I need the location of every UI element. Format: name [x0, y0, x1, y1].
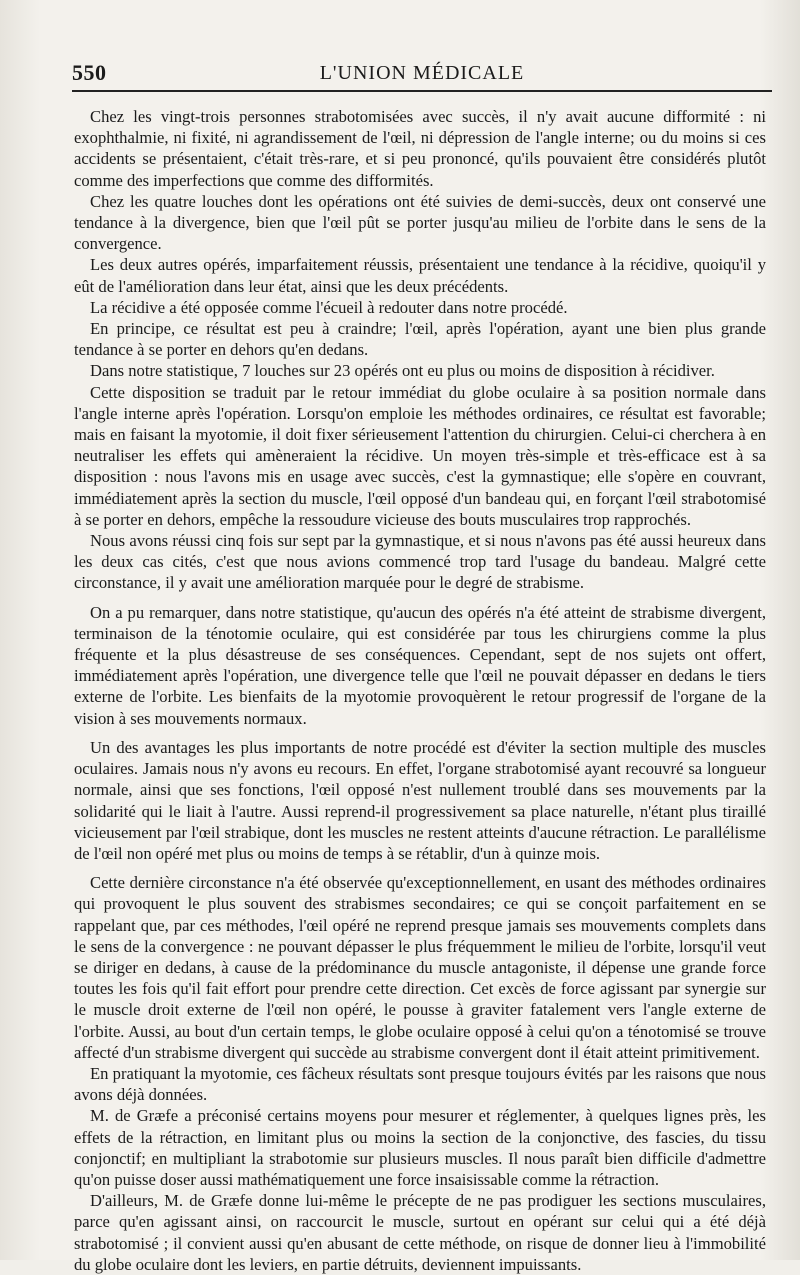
- paragraph: Un des avantages les plus importants de notre procédé est d'éviter la section multiple des muscles oculaires. Jamais nous n'y avons eu recours. En effet, l'organe strabotomisé ayant recouvré sa longueur normale, ainsi que ses fonctions, l'œil opposé n'est nullement troublé dans ses mouvements par la solidarité qui le liait à l'autre. Aussi reprend-il progressivement sa place naturelle, n'étant plus tiraillé vicieusement par l'œil strabique, dont les muscles ne restent atteints d'aucune rétraction. Le parallélisme de l'œil non opéré met plus ou moins de temps à se rétablir, d'un à quinze mois.: [74, 737, 766, 863]
- paragraph: En pratiquant la myotomie, ces fâcheux résultats sont presque toujours évités par les raisons que nous avons déjà données.: [74, 1063, 766, 1105]
- paragraph: Chez les vingt-trois personnes strabotomisées avec succès, il n'y avait aucune difformité : ni exophthalmie, ni fixité, ni agrandissement de l'œil, ni dépression de l'angle interne; ou du moins si ces accidents se présentaient, c'était très-rare, et si peu prononcé, qu'ils pouvaient être considérés plutôt comme des imperfections que comme des difformités.: [74, 107, 766, 190]
- paragraph: La récidive a été opposée comme l'écueil à redouter dans notre procédé.: [90, 297, 568, 317]
- paragraph: M. de Græfe a préconisé certains moyens pour mesurer et réglementer, à quelques lignes près, les effets de la rétraction, en limitant plus ou moins la section de la conjonctive, des fascies, du tissu conjonctif; en multipliant la strabotomie sur plusieurs muscles. Il nous paraît bien difficile d'admettre qu'on puisse doser aussi mathématiquement une force insaisissable comme la rétraction.: [74, 1106, 766, 1189]
- paragraph: Cette disposition se traduit par le retour immédiat du globe oculaire à sa position normale dans l'angle interne après l'opération. Lorsqu'on emploie les méthodes ordinaires, ce résultat est favorable; mais en faisant la myotomie, il doit fixer sérieusement l'attention du chirurgien. Celui-ci cherchera à en neutraliser les effets qui amèneraient la récidive. Un moyen très-simple et très-efficace est à sa disposition : nous l'avons mis en usage avec succès, c'est la gymnastique; elle s'opère en couvrant, immédiatement après la section du muscle, l'œil opposé d'un bandeau qui, en forçant l'œil strabotomisé à se porter en dehors, empêche la ressoudure vicieuse des bouts musculaires trop rapprochés.: [74, 382, 766, 529]
- article-body: [74, 106, 766, 1275]
- paragraph: Les deux autres opérés, imparfaitement réussis, présentaient une tendance à la récidive, quoiqu'il y eût de l'amélioration dans leur état, ainsi que les deux précédents.: [74, 255, 766, 296]
- paragraph: Dans notre statistique, 7 louches sur 23 opérés ont eu plus ou moins de disposition à récidiver.: [90, 361, 715, 381]
- paragraph: Cette dernière circonstance n'a été observée qu'exceptionnellement, en usant des méthodes ordinaires qui provoquent le plus souvent des strabismes secondaires; ce qui se conçoit parfaitement en se rappelant que, par ces méthodes, l'œil opéré ne reprend presque jamais ses mouvements complets dans le sens de la convergence : ne pouvant dépasser le plus fréquemment le milieu de l'orbite, lorsqu'il veut se diriger en dedans, à cause de la prédominance du muscle antagoniste, il dépense une grande force toutes les fois qu'il fait effort pour prendre cette direction. Cet excès de force agissant par synergie sur le muscle droit externe de l'œil non opéré, le pousse à graviter fatalement vers l'angle externe de l'orbite. Aussi, au bout d'un certain temps, le globe oculaire opposé à celui qu'on a ténotomisé se trouve affecté d'un strabisme divergent qui succède au strabisme convergent dont il était atteint primitivement.: [74, 873, 766, 1062]
- paragraph: En principe, ce résultat est peu à craindre; l'œil, après l'opération, ayant une bien plus grande tendance à se porter en dehors qu'en dedans.: [74, 319, 766, 360]
- running-header: [72, 60, 772, 92]
- page-number: 550: [72, 60, 107, 85]
- paragraph: D'ailleurs, M. de Græfe donne lui-même le précepte de ne pas prodiguer les sections musculaires, parce qu'en agissant ainsi, on raccourcit le muscle, surtout en opérant sur celui qui a été déjà strabotomisé ; il convient aussi qu'en abusant de cette méthode, on risque de donner lieu à l'immobilité du globe oculaire dont les leviers, en partie détruits, deviennent impuissants.: [74, 1191, 766, 1274]
- journal-title: L'UNION MÉDICALE: [319, 62, 525, 84]
- paragraph: Chez les quatre louches dont les opérations ont été suivies de demi-succès, deux ont conservé une tendance à la divergence, bien que l'œil pût se porter jusqu'au milieu de l'orbite dans le sens de la convergence.: [74, 191, 766, 254]
- paragraph: On a pu remarquer, dans notre statistique, qu'aucun des opérés n'a été atteint de strabisme divergent, terminaison de la ténotomie oculaire, qui est considérée par tous les chirurgiens comme la plus fréquente et la plus désastreuse de ses conséquences. Cependant, sept de nos sujets ont offert, immédiatement après l'opération, une divergence telle que l'œil ne pouvait dépasser en dedans le tiers externe de l'orbite. Les bienfaits de la myotomie provoquèrent le retour progressif de l'organe de la vision à ses mouvements normaux.: [74, 602, 766, 728]
- paragraph: Nous avons réussi cinq fois sur sept par la gymnastique, et si nous n'avons pas été aussi heureux dans les deux cas cités, c'est que nous avions commencé trop tard l'usage du bandeau. Malgré cette circonstance, il y avait une amélioration marquée pour le degré de strabisme.: [74, 531, 766, 593]
